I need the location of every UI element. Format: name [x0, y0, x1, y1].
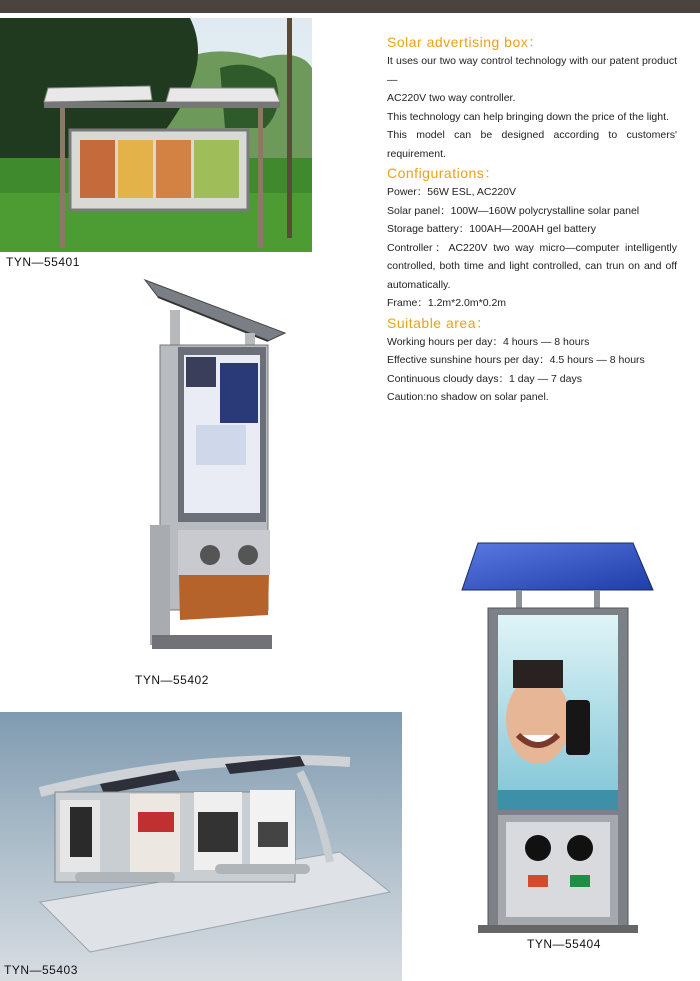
product-photo-55403	[0, 712, 402, 981]
config-line: Frame：1.2m*2.0m*0.2m	[387, 297, 507, 309]
spec-text	[387, 32, 677, 407]
config-heading: Configurations：	[387, 165, 499, 181]
suitable-line: Working hours per day：4 hours — 8 hours	[387, 335, 590, 348]
product-photo-55404	[458, 540, 658, 935]
product-code: TYN—55404	[527, 937, 601, 951]
config-line: Power：56W ESL, AC220V	[387, 186, 516, 198]
suitable-line: Effective sunshine hours per day：4.5 hours — 8 hours	[387, 354, 645, 366]
product-code: TYN—55403	[4, 963, 78, 977]
intro-line: AC220V two way controller.	[387, 92, 516, 104]
config-line: Storage battery：100AH—200AH gel battery	[387, 223, 596, 235]
product-photo-55401	[0, 18, 312, 252]
product-code: TYN—55401	[6, 255, 80, 269]
config-line: Solar panel：100W—160W polycrystalline solar panel	[387, 204, 640, 217]
suitable-line: Continuous cloudy days：1 day — 7 days	[387, 372, 582, 385]
suitable-heading: Suitable area：	[387, 314, 491, 331]
product-photo-55402	[140, 275, 290, 670]
intro-line: This technology can help bringing down the price of the light.	[387, 110, 669, 123]
top-bar	[0, 0, 700, 13]
suitable-line: Caution:no shadow on solar panel.	[387, 391, 549, 403]
intro-line: It uses our two way control technology with our patent product—	[387, 55, 677, 86]
config-line: Controller：AC220V two way micro—computer intelligently controlled, both time and light controlled, can trun on and off automatically.	[387, 241, 677, 291]
product-code: TYN—55402	[135, 673, 209, 687]
intro-heading: Solar advertising box：	[387, 34, 543, 50]
intro-line: This model can be designed according to customers' requirement.	[387, 129, 677, 160]
